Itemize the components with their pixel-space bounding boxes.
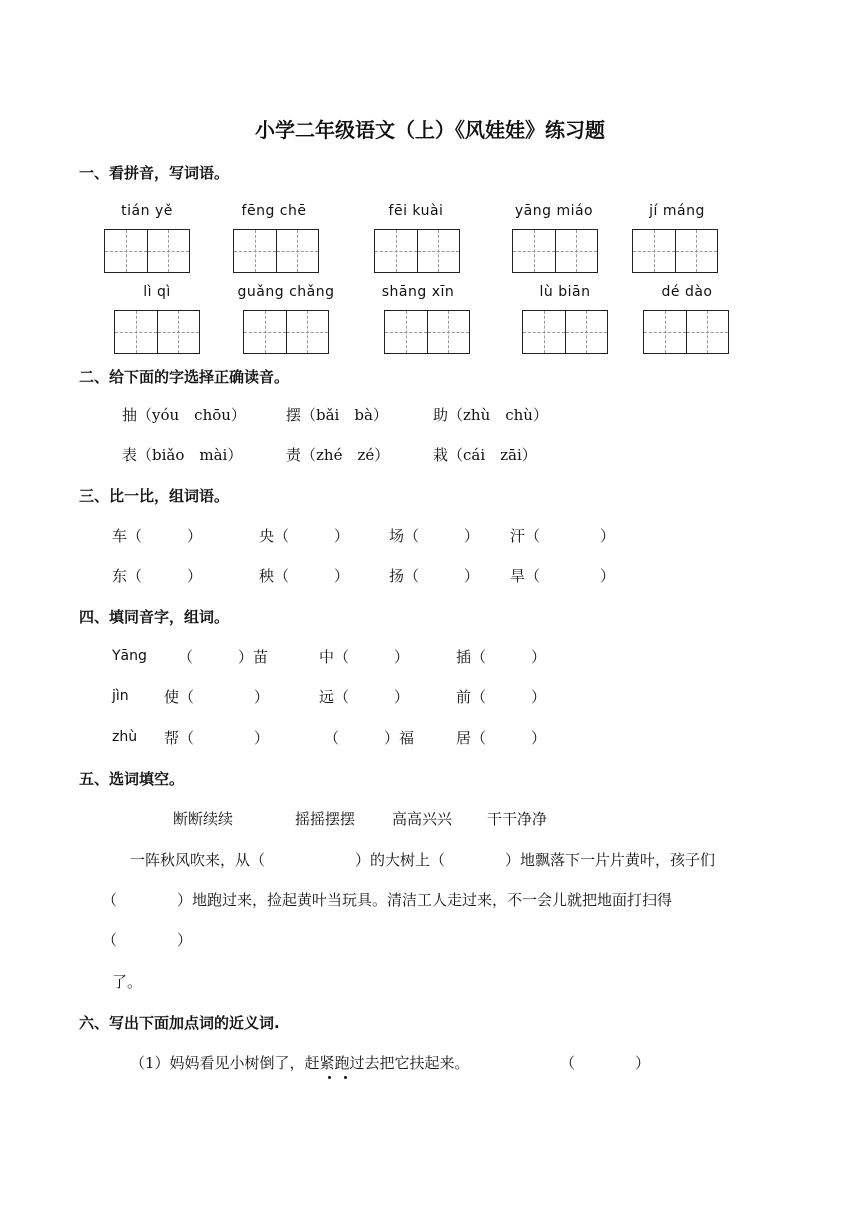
homophone-item[interactable]: 居（ ） — [456, 729, 547, 747]
section-6-heading: 六、写出下面加点词的近义词. — [79, 1014, 280, 1032]
pinyin-label: lù biān — [539, 284, 591, 300]
section-2-heading: 二、给下面的字选择正确读音。 — [79, 368, 290, 386]
section-5-heading: 五、选词填空。 — [79, 770, 185, 788]
compare-item[interactable]: 汗（ ） — [510, 527, 616, 545]
compare-item[interactable]: 东（ ） — [112, 567, 203, 585]
pinyin-prompt: Yāng — [112, 648, 147, 664]
writing-grid[interactable] — [104, 229, 190, 273]
compare-item[interactable]: 秧（ ） — [259, 567, 350, 585]
writing-grid[interactable] — [384, 310, 470, 354]
compare-item[interactable]: 央（ ） — [259, 527, 350, 545]
pinyin-label: lì qì — [143, 284, 171, 300]
homophone-item[interactable]: 前（ ） — [456, 688, 547, 706]
pinyin-label: guǎng chǎng — [237, 284, 335, 300]
homophone-item[interactable]: 使（ ） — [164, 688, 270, 706]
writing-grid[interactable] — [512, 229, 598, 273]
reading-choice: 抽（yóu chōu） — [122, 406, 246, 424]
compare-item[interactable]: 旱（ ） — [510, 567, 616, 585]
pinyin-label: yāng miáo — [514, 203, 594, 219]
compare-item[interactable]: 场（ ） — [389, 527, 480, 545]
writing-grid[interactable] — [114, 310, 200, 354]
pinyin-label: shāng xīn — [381, 284, 455, 300]
section-4-heading: 四、填同音字，组词。 — [79, 608, 230, 626]
writing-grid[interactable] — [374, 229, 460, 273]
section-1-heading: 一、看拼音，写词语。 — [79, 164, 230, 182]
reading-choice: 栽（cái zāi） — [433, 446, 537, 464]
reading-choice: 摆（bǎi bà） — [286, 406, 388, 424]
word-choice: 断断续续 — [173, 810, 234, 828]
pinyin-prompt: zhù — [112, 729, 138, 745]
writing-grid[interactable] — [233, 229, 319, 273]
homophone-item[interactable]: 中（ ） — [319, 648, 410, 666]
writing-grid[interactable] — [643, 310, 729, 354]
homophone-item[interactable]: 帮（ ） — [164, 729, 270, 747]
synonym-answer-blank[interactable]: （ ） — [560, 1054, 651, 1072]
pinyin-label: fēng chē — [241, 203, 307, 219]
fill-blank[interactable]: （ ） — [102, 931, 193, 949]
emphasis-dot — [328, 1076, 331, 1079]
reading-choice: 助（zhù chù） — [433, 406, 548, 424]
homophone-item[interactable]: （ ）福 — [324, 729, 415, 747]
homophone-item[interactable]: 插（ ） — [456, 648, 547, 666]
fill-paragraph-line: 了。 — [112, 973, 143, 991]
pinyin-label: jí máng — [649, 203, 705, 219]
emphasis-dot — [344, 1076, 347, 1079]
word-choice: 摇摇摆摆 — [295, 810, 356, 828]
fill-paragraph-line: 一阵秋风吹来，从（ ）的大树上（ ）地飘落下一片片黄叶，孩子们 — [130, 851, 716, 869]
word-choice: 干干净净 — [487, 810, 548, 828]
pinyin-prompt: jìn — [112, 688, 129, 704]
writing-grid[interactable] — [632, 229, 718, 273]
section-3-heading: 三、比一比，组词语。 — [79, 487, 230, 505]
writing-grid[interactable] — [522, 310, 608, 354]
pinyin-label: tián yě — [121, 203, 173, 219]
writing-grid[interactable] — [243, 310, 329, 354]
homophone-item[interactable]: （ ）苗 — [178, 648, 269, 666]
reading-choice: 责（zhé zé） — [286, 446, 390, 464]
synonym-question: （1）妈妈看见小树倒了，赶紧跑过去把它扶起来。 — [130, 1054, 470, 1072]
word-choice: 高高兴兴 — [392, 810, 453, 828]
pinyin-label: dé dào — [661, 284, 713, 300]
fill-paragraph-line: （ ）地跑过来，捡起黄叶当玩具。清洁工人走过来，不一会儿就把地面打扫得 — [102, 891, 673, 909]
compare-item[interactable]: 扬（ ） — [389, 567, 480, 585]
pinyin-label: fēi kuài — [388, 203, 444, 219]
compare-item[interactable]: 车（ ） — [112, 527, 203, 545]
homophone-item[interactable]: 远（ ） — [319, 688, 410, 706]
page-title: 小学二年级语文（上）《风娃娃》练习题 — [255, 118, 605, 142]
reading-choice: 表（biǎo mài） — [122, 446, 243, 464]
